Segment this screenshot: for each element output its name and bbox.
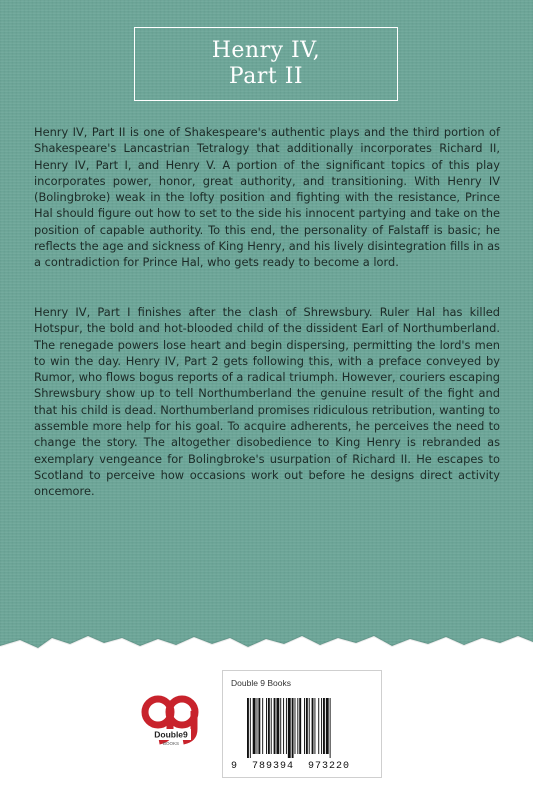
barcode-bar xyxy=(268,698,270,754)
logo-subtext: BOOKS xyxy=(162,741,180,746)
blurb-paragraph-2: Henry IV, Part I finishes after the clash of Shrewsbury. Ruler Hal has killed Hotspur, the bold and hot-blooded child of the dissident Earl of Northumberland. The renegade powers lose heart and begin dispersing, permitting the lord's men to win the day. Henry IV, Part 2 gets following this, with a preface conveyed by Rumor, who flows bogus reports of a radical triumph. However, couriers escaping Shrewsbury show up to tell Northumberland the genuine result of the fight and that his child is dead. Northumberland promises ridiculous retribution, wanting to assemble more help for his goal. To acquire adherents, he perceives the need to change the story. The altogether disobedience to King Henry is rebranded as exemplary vengeance for Bolingbroke's usurpation of Richard II. He escapes to Scotland to perceive how occasions work out before he designs direct activity oncemore. xyxy=(34,305,500,499)
barcode-bar xyxy=(283,698,284,754)
barcode-bar xyxy=(274,698,276,754)
barcode-bar xyxy=(299,698,301,754)
barcode-bar xyxy=(323,698,325,754)
barcode-bar xyxy=(257,698,258,754)
barcode-bar xyxy=(253,698,256,754)
barcode-bar xyxy=(276,698,279,754)
barcode-bar xyxy=(266,698,267,754)
barcode-label xyxy=(222,670,382,778)
barcode-icon xyxy=(247,698,359,758)
publisher-name: Double 9 Books xyxy=(231,678,292,688)
barcode-bar xyxy=(321,698,322,754)
title-line-2: Part II xyxy=(228,64,304,89)
barcode-bar xyxy=(326,698,329,754)
barcode-bar xyxy=(330,698,331,758)
barcode-bar xyxy=(297,698,298,754)
barcode-bar xyxy=(292,698,294,758)
barcode-bar xyxy=(280,698,281,754)
barcode-bar xyxy=(271,698,272,754)
barcode-bar xyxy=(262,698,263,754)
barcode-bar xyxy=(258,698,260,754)
isbn-number: 9 789394 973220 xyxy=(231,761,351,772)
barcode-bar xyxy=(318,698,319,754)
title-line-1: Henry IV, xyxy=(211,38,321,63)
barcode-bar xyxy=(304,698,305,754)
barcode-bar xyxy=(295,698,296,754)
double9-logo-icon xyxy=(141,695,199,747)
title-frame xyxy=(134,27,398,101)
barcode-bar xyxy=(247,698,249,758)
barcode-bar xyxy=(309,698,310,754)
barcode-bar xyxy=(288,698,291,758)
barcode-bar xyxy=(286,698,287,754)
barcode-bar xyxy=(250,698,251,758)
barcode-bar xyxy=(314,698,315,754)
barcode-bar xyxy=(306,698,308,754)
logo-text: Double9 xyxy=(154,729,188,740)
barcode-bar xyxy=(312,698,314,754)
blurb-paragraph-1: Henry IV, Part II is one of Shakespeare's authentic plays and the third portion of Shakespeare's Lancastrian Tetralogy that additionally incorporates Richard II, Henry IV, Part I, and Henry V. A portion of the significant topics of this play incorporates power, honor, great authority, and transitioning. With Henry IV (Bolingbroke) weak in the lofty position and fighting with the resistance, Prince Hal should figure out how to set to the side his innocent partying and take on the position of capable authority. To this end, the personality of Falstaff is basic; he reflects the age and sickness of King Henry, and his lively disintegration fills in as a contradiction for Prince Hal, who gets ready to become a lord. xyxy=(34,125,500,270)
